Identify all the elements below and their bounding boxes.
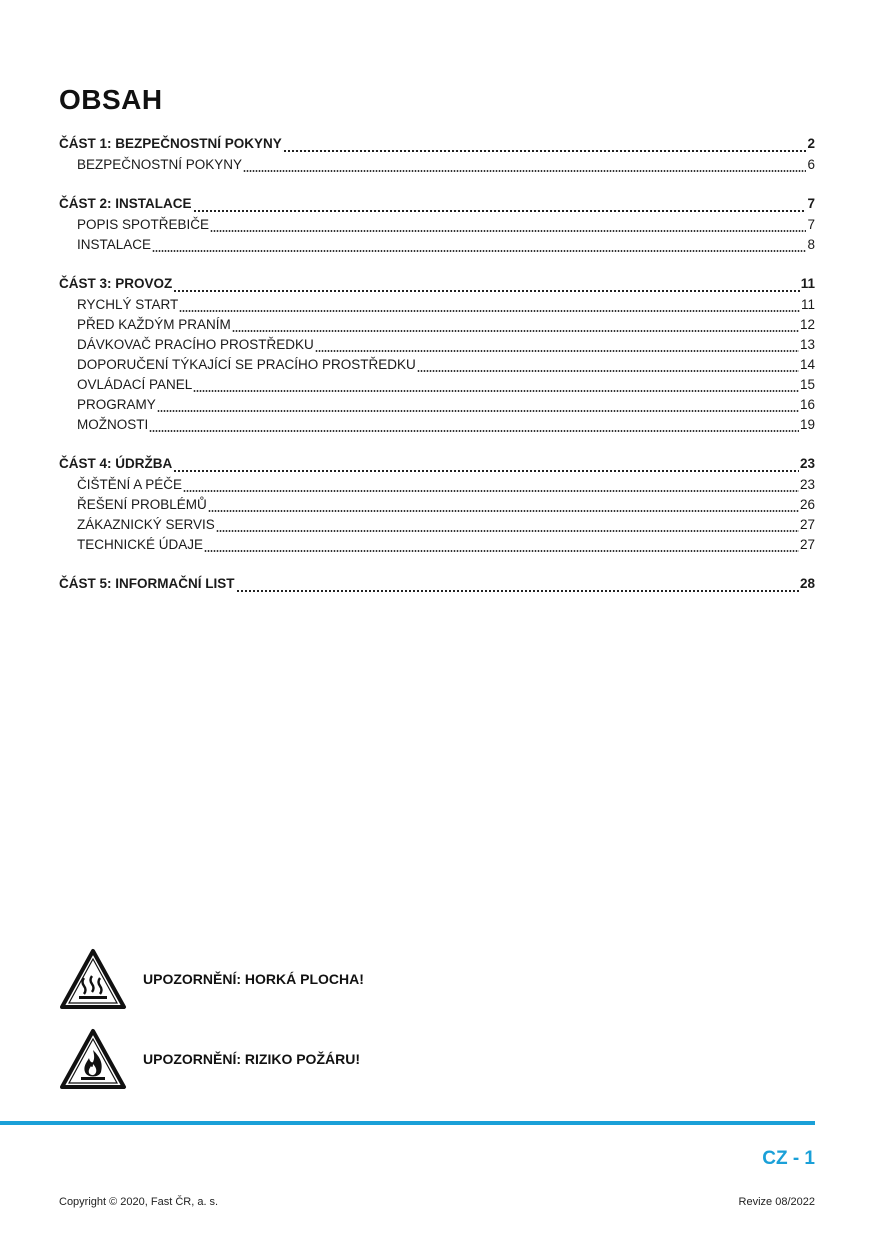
toc-entry[interactable] <box>59 317 815 337</box>
toc-entry-page-number: 15 <box>799 377 815 392</box>
toc-entry-label: ZÁKAZNICKÝ SERVIS <box>77 517 215 532</box>
toc-section <box>59 576 815 597</box>
toc-chapter-label: ČÁST 1: BEZPEČNOSTNÍ POKYNY <box>59 136 282 151</box>
toc-entry[interactable] <box>59 237 815 257</box>
toc-entry[interactable] <box>59 337 815 357</box>
warning-fire-risk-text: UPOZORNĚNÍ: RIZIKO POŽÁRU! <box>143 1051 360 1067</box>
dot-leader <box>208 510 799 512</box>
dot-leader <box>179 310 800 312</box>
dot-leader <box>232 330 799 332</box>
toc-entry-page-number: 14 <box>799 357 815 372</box>
toc-chapter[interactable] <box>59 136 815 157</box>
toc-entry-label: ŘEŠENÍ PROBLÉMŮ <box>77 497 207 512</box>
toc-entry-label: RYCHLÝ START <box>77 297 179 312</box>
toc-entry-page-number: 6 <box>807 157 815 172</box>
warning-fire-risk <box>59 1028 360 1090</box>
fire-risk-warning-icon <box>59 1028 127 1090</box>
dot-leader <box>183 490 799 492</box>
toc-entry-label: POPIS SPOTŘEBIČE <box>77 217 210 232</box>
toc-section <box>59 196 815 257</box>
toc-entry-page-number: 23 <box>799 477 815 492</box>
toc-section <box>59 276 815 437</box>
toc-chapter-label: ČÁST 5: INFORMAČNÍ LIST <box>59 576 235 591</box>
toc-entry[interactable] <box>59 417 815 437</box>
toc-entry-page-number: 27 <box>799 517 815 532</box>
toc-entry-label: DOPORUČENÍ TÝKAJÍCÍ SE PRACÍHO PROSTŘEDKU <box>77 357 416 372</box>
warning-hot-surface <box>59 948 364 1010</box>
toc-entry[interactable] <box>59 497 815 517</box>
revision-label: Revize 08/2022 <box>738 1196 815 1208</box>
toc-entry-label: MOŽNOSTI <box>77 417 149 432</box>
toc-chapter-page-number: 11 <box>800 276 815 291</box>
dot-leader <box>149 430 799 432</box>
toc-entry[interactable] <box>59 377 815 397</box>
toc-section <box>59 456 815 557</box>
dot-leader <box>173 290 799 292</box>
toc-chapter-label: ČÁST 2: INSTALACE <box>59 196 192 211</box>
toc-entry-page-number: 8 <box>807 237 815 252</box>
toc-entry-page-number: 27 <box>799 537 815 552</box>
toc-entry[interactable] <box>59 397 815 417</box>
dot-leader <box>417 370 799 372</box>
toc-entry-label: PROGRAMY <box>77 397 156 412</box>
copyright-notice: Copyright © 2020, Fast ČR, a. s. <box>59 1196 219 1208</box>
toc-entry[interactable] <box>59 297 815 317</box>
toc-entry[interactable] <box>59 477 815 497</box>
toc-entry-label: INSTALACE <box>77 237 152 252</box>
page-title: OBSAH <box>59 84 163 115</box>
toc-entry[interactable] <box>59 517 815 537</box>
toc-section <box>59 136 815 177</box>
toc-entry-label: BEZPEČNOSTNÍ POKYNY <box>77 157 243 172</box>
toc-chapter-page-number: 28 <box>799 576 815 591</box>
hot-surface-warning-icon <box>59 948 127 1010</box>
dot-leader <box>210 230 806 232</box>
toc-entry-page-number: 12 <box>799 317 815 332</box>
toc-entry[interactable] <box>59 537 815 557</box>
table-of-contents <box>59 136 815 616</box>
toc-entry[interactable] <box>59 217 815 237</box>
dot-leader <box>193 390 799 392</box>
dot-leader <box>173 470 799 472</box>
toc-entry-page-number: 19 <box>799 417 815 432</box>
dot-leader <box>193 210 807 212</box>
toc-chapter[interactable] <box>59 196 815 217</box>
toc-chapter-label: ČÁST 3: PROVOZ <box>59 276 173 291</box>
toc-entry[interactable] <box>59 357 815 377</box>
warning-hot-surface-text: UPOZORNĚNÍ: HORKÁ PLOCHA! <box>143 971 364 987</box>
dot-leader <box>157 410 799 412</box>
toc-chapter-label: ČÁST 4: ÚDRŽBA <box>59 456 173 471</box>
toc-entry-label: OVLÁDACÍ PANEL <box>77 377 193 392</box>
toc-entry-label: ČIŠTĚNÍ A PÉČE <box>77 477 183 492</box>
toc-chapter-page-number: 2 <box>807 136 815 151</box>
toc-chapter[interactable] <box>59 276 815 297</box>
dot-leader <box>283 150 807 152</box>
toc-chapter[interactable] <box>59 456 815 477</box>
toc-entry-page-number: 16 <box>799 397 815 412</box>
dot-leader <box>204 550 799 552</box>
toc-entry-page-number: 11 <box>800 297 815 312</box>
toc-entry-page-number: 13 <box>799 337 815 352</box>
toc-entry-page-number: 26 <box>799 497 815 512</box>
toc-chapter-page-number: 7 <box>807 196 815 211</box>
dot-leader <box>236 590 799 592</box>
toc-entry[interactable] <box>59 157 815 177</box>
dot-leader <box>216 530 799 532</box>
dot-leader <box>315 350 799 352</box>
page-number: CZ - 1 <box>762 1148 815 1169</box>
footer-divider <box>0 1121 815 1125</box>
toc-chapter[interactable] <box>59 576 815 597</box>
toc-entry-label: TECHNICKÉ ÚDAJE <box>77 537 204 552</box>
dot-leader <box>243 170 806 172</box>
dot-leader <box>152 250 806 252</box>
toc-entry-label: DÁVKOVAČ PRACÍHO PROSTŘEDKU <box>77 337 314 352</box>
toc-entry-label: PŘED KAŽDÝM PRANÍM <box>77 317 231 332</box>
toc-chapter-page-number: 23 <box>799 456 815 471</box>
toc-entry-page-number: 7 <box>807 217 815 232</box>
